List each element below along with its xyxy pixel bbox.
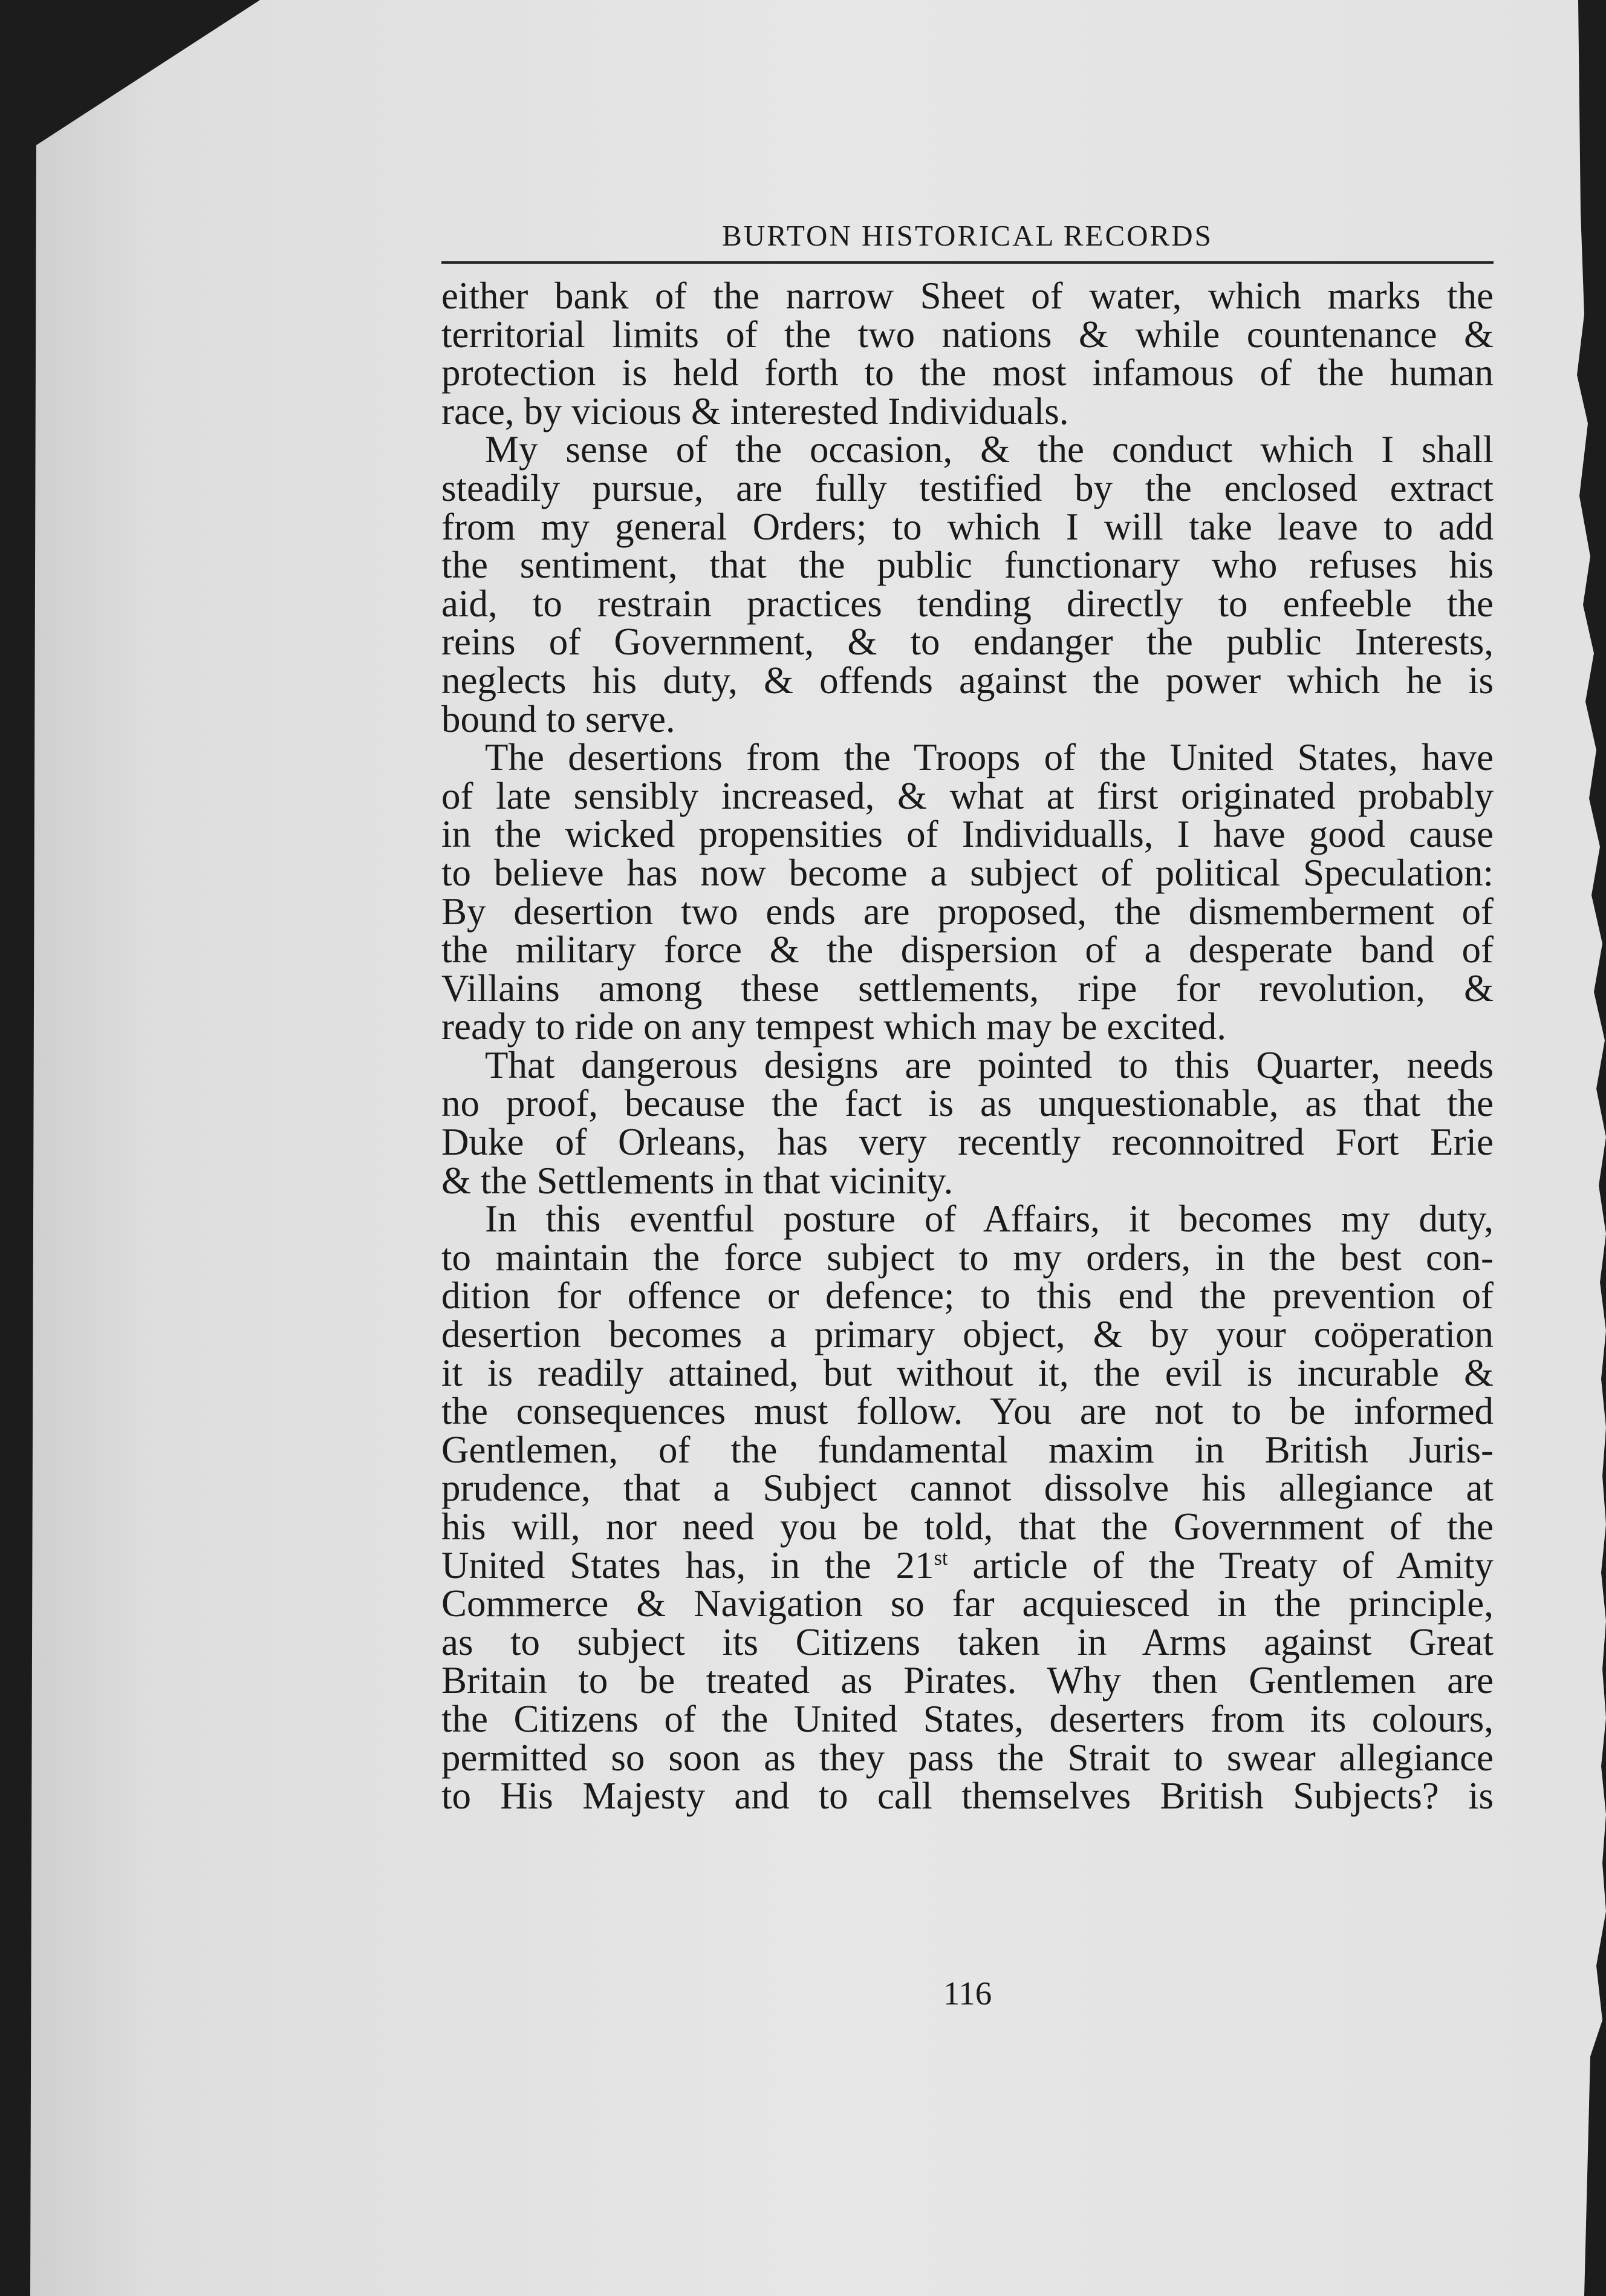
text-line: to believe has now become a subject of political Speculation:	[441, 851, 1494, 894]
page-content	[441, 215, 1494, 2012]
text-line: prudence, that a Subject cannot dissolve his allegiance at	[441, 1467, 1494, 1510]
text-line: Gentlemen, of the fundamental maxim in British Juris-	[441, 1428, 1494, 1471]
text-line: & the Settlements in that vicinity.	[441, 1159, 954, 1202]
text-line: neglects his duty, & offends against the power which he is	[441, 659, 1494, 702]
text-line: the sentiment, that the public functionary who refuses his	[441, 544, 1494, 587]
text-line: the consequences must follow. You are not to be informed	[441, 1390, 1494, 1433]
text-line: My sense of the occasion, & the conduct which I shall	[485, 428, 1494, 471]
text-line: his will, nor need you be told, that the Government of the	[441, 1505, 1494, 1548]
text-line: That dangerous designs are pointed to this Quarter, needs	[485, 1043, 1494, 1086]
text-line: Villains among these settlements, ripe for revolution, &	[441, 967, 1494, 1009]
text-line: to maintain the force subject to my orders, in the best con-	[441, 1236, 1494, 1279]
text-line: no proof, because the fact is as unquestionable, as that the	[441, 1082, 1494, 1125]
text-line: Britain to be treated as Pirates. Why then Gentlemen are	[441, 1659, 1494, 1702]
text-line: territorial limits of the two nations & while countenance &	[441, 313, 1494, 356]
superscript: st	[934, 1546, 948, 1570]
text-line: Commerce & Navigation so far acquiesced in the principle,	[441, 1582, 1494, 1625]
text-line: either bank of the narrow Sheet of water, which marks the	[441, 275, 1494, 317]
text-line: By desertion two ends are proposed, the dismemberment of	[441, 890, 1494, 933]
text-line: race, by vicious & interested Individuals.	[441, 390, 1069, 432]
text-line: protection is held forth to the most infamous of the human	[441, 351, 1494, 394]
text-line: ready to ride on any tempest which may be excited.	[441, 1005, 1227, 1048]
text-line: as to subject its Citizens taken in Arms against Great	[441, 1620, 1494, 1663]
text-line: permitted so soon as they pass the Strait to swear allegiance	[441, 1736, 1494, 1779]
text-line: it is readily attained, but without it, the evil is incurable &	[441, 1351, 1494, 1394]
text-line: desertion becomes a primary object, & by your coöperation	[441, 1313, 1494, 1356]
text-line: Duke of Orleans, has very recently reconnoitred Fort Erie	[441, 1121, 1494, 1164]
text-line: The desertions from the Troops of the United States, have	[485, 736, 1494, 779]
body-text	[441, 277, 1494, 1816]
text-line: steadily pursue, are fully testified by the enclosed extract	[441, 466, 1494, 509]
text-line: of late sensibly increased, & what at first originated probably	[441, 774, 1494, 817]
text-line: the military force & the dispersion of a desperate band of	[441, 928, 1494, 971]
running-head: BURTON HISTORICAL RECORDS	[722, 219, 1213, 252]
text-line: from my general Orders; to which I will take leave to add	[441, 505, 1494, 548]
text-line: reins of Government, & to endanger the public Interests,	[441, 621, 1494, 664]
page-number: 116	[943, 1975, 992, 2012]
text-line: dition for offence or defence; to this end the prevention of	[441, 1274, 1494, 1317]
text-line: United States has, in the 21st article of the Treaty of Amity	[441, 1544, 1494, 1587]
text-line: the Citizens of the United States, deserters from its colours,	[441, 1697, 1494, 1740]
text-line: bound to serve.	[441, 697, 675, 740]
text-line: aid, to restrain practices tending directly to enfeeble the	[441, 582, 1494, 625]
text-line: in the wicked propensities of Individualls, I have good cause	[441, 813, 1494, 856]
header-rule	[441, 261, 1494, 264]
text-line: to His Majesty and to call themselves British Subjects? is	[441, 1775, 1494, 1818]
text-line: In this eventful posture of Affairs, it becomes my duty,	[485, 1198, 1494, 1241]
